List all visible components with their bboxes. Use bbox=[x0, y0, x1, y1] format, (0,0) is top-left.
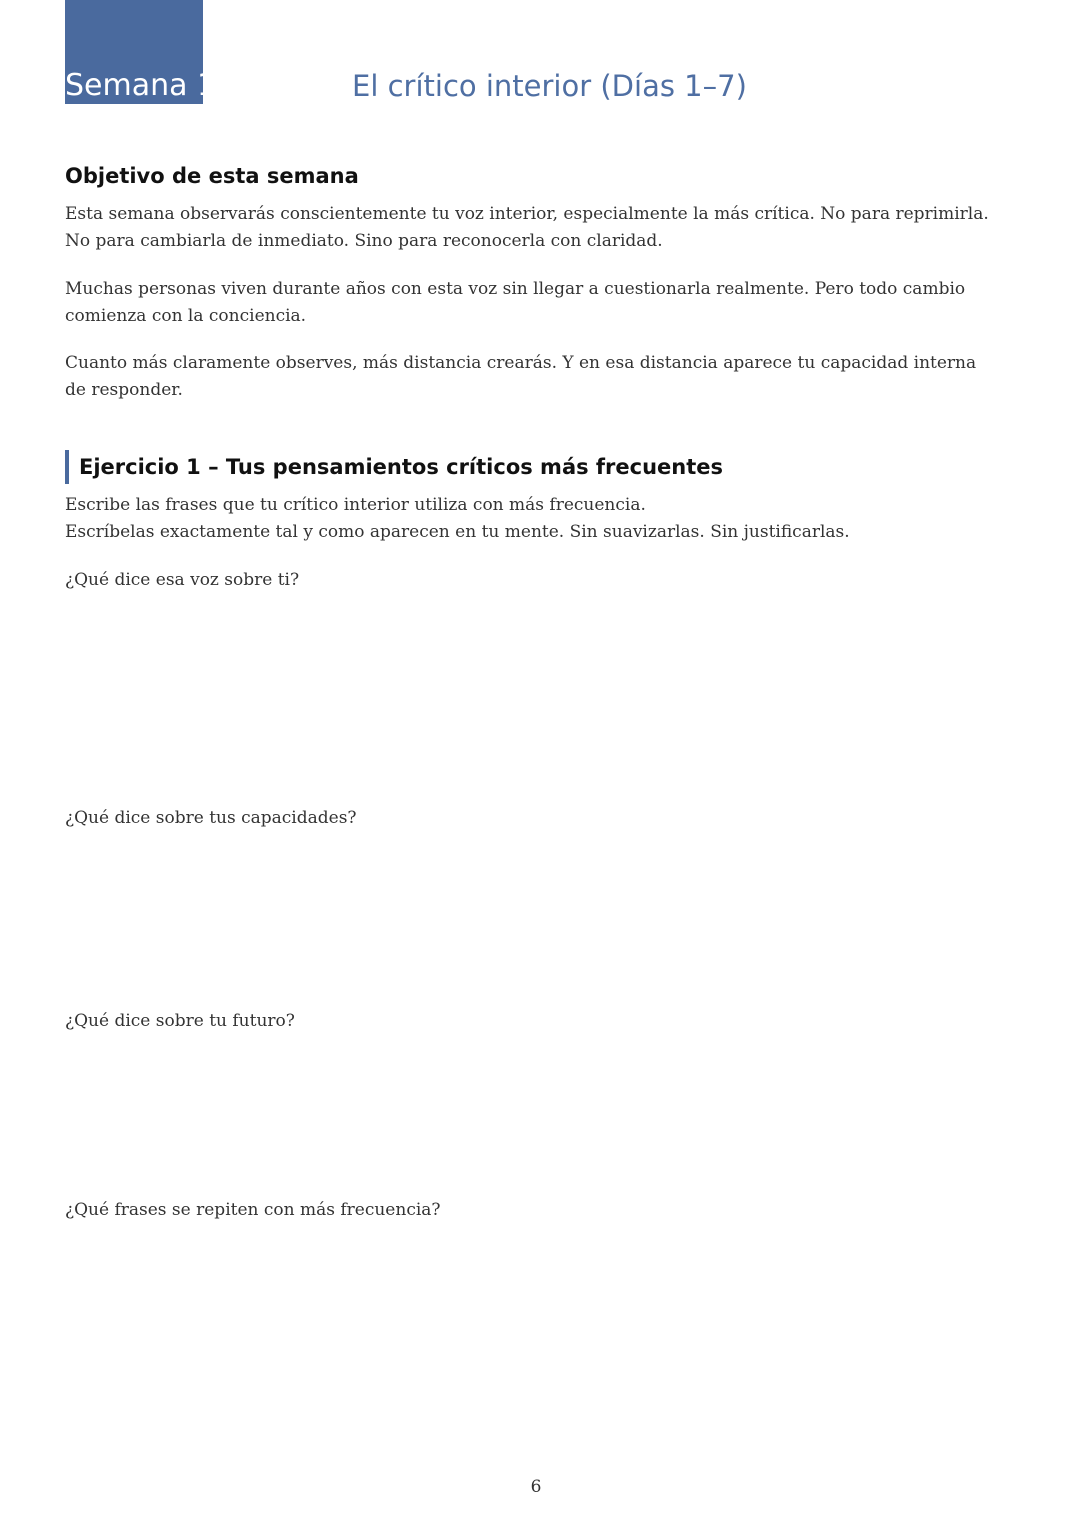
paragraph-line: Esta semana observarás conscientemente tu voz interior, especialmente la más crítica. No para reprimirla. bbox=[65, 204, 989, 224]
instruction-line: Escríbelas exactamente tal y como aparecen en tu mente. Sin suavizarlas. Sin justificarlas. bbox=[65, 522, 850, 542]
answer-area-repeated-phrases[interactable] bbox=[65, 1230, 1000, 1450]
paragraph-line: Muchas personas viven durante años con esta voz sin llegar a cuestionarla realmente. Pero todo cambio bbox=[65, 279, 966, 299]
objective-paragraph-2 bbox=[65, 276, 1000, 330]
objective-paragraph-3 bbox=[65, 350, 1000, 404]
question-capabilities: ¿Qué dice sobre tus capacidades? bbox=[65, 808, 357, 828]
answer-area-capabilities[interactable] bbox=[65, 838, 1000, 993]
page-number: 6 bbox=[530, 1477, 542, 1497]
paragraph-line: de responder. bbox=[65, 380, 183, 400]
page-title: El crítico interior (Días 1–7) bbox=[352, 69, 747, 103]
question-repeated-phrases: ¿Qué frases se repiten con más frecuencia? bbox=[65, 1200, 441, 1220]
paragraph-line: comienza con la conciencia. bbox=[65, 306, 307, 326]
exercise-1-instructions bbox=[65, 492, 1000, 546]
week-label: Semana 1 bbox=[65, 68, 217, 103]
question-future: ¿Qué dice sobre tu futuro? bbox=[65, 1011, 295, 1031]
paragraph-line: Cuanto más claramente observes, más distancia crearás. Y en esa distancia aparece tu capacidad interna bbox=[65, 353, 977, 373]
objective-paragraph-1 bbox=[65, 201, 1000, 255]
instruction-line: Escribe las frases que tu crítico interior utiliza con más frecuencia. bbox=[65, 495, 646, 515]
answer-area-future[interactable] bbox=[65, 1041, 1000, 1181]
answer-area-voice-about-you[interactable] bbox=[65, 600, 1000, 790]
question-voice-about-you: ¿Qué dice esa voz sobre ti? bbox=[65, 570, 300, 590]
paragraph-line: No para cambiarla de inmediato. Sino para reconocerla con claridad. bbox=[65, 231, 663, 251]
exercise-1-heading: Ejercicio 1 – Tus pensamientos críticos más frecuentes bbox=[65, 450, 723, 484]
objective-heading: Objetivo de esta semana bbox=[65, 164, 359, 188]
